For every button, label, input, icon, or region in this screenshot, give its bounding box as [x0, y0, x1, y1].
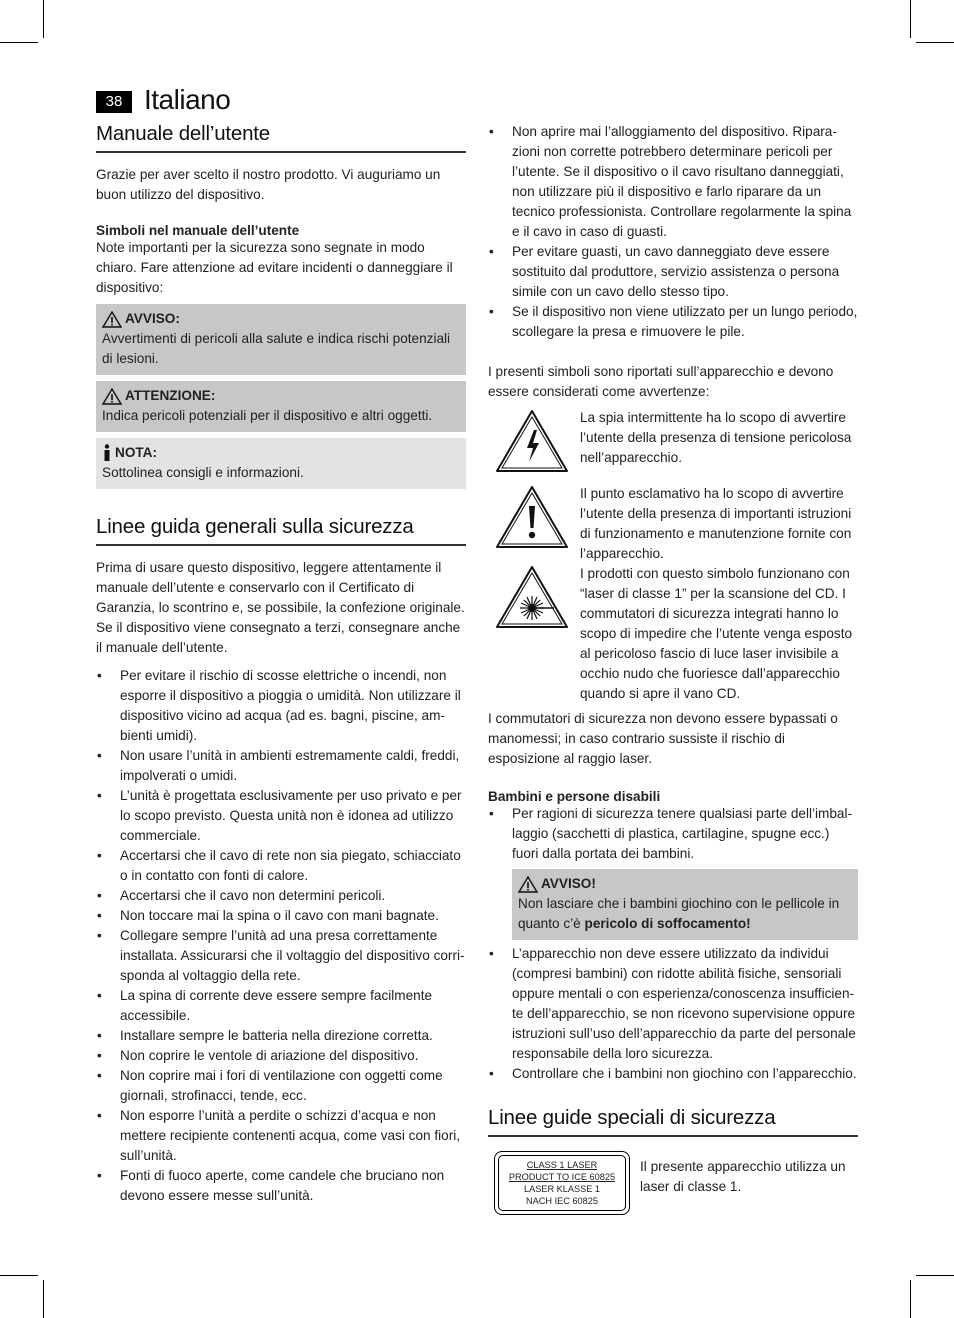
crop-mark — [0, 1275, 38, 1276]
laser-symbol-text: I prodotti con questo simbolo funzionano con “laser di classe 1” per la scansione del CD. I commutatori di sicurezza integrati hanno lo scopo di impedire che l’utente venga esposto al pericoloso fascio di luce laser invisibile a occhio nudo che fuoriesce dall’apparecchio quando si apre il vano CD. — [580, 566, 853, 701]
general-safety-list — [96, 666, 466, 1206]
list-item: • Non coprire mai i fori di ventilazione con oggetti come giornali, strofinacci, tende, ecc. — [96, 1066, 466, 1106]
symbol-lightning-row — [488, 408, 858, 474]
page-title: Italiano — [144, 84, 231, 115]
warning-triangle-icon — [102, 311, 122, 328]
list-item: • Accertarsi che il cavo di rete non sia piegato, schiacciato o in contatto con fonti di calore. — [96, 846, 466, 886]
avviso-children-box — [512, 869, 858, 940]
lightning-symbol-text: La spia intermittente ha lo scopo di avvertire l’utente della presenza di tensione pericolosa nell’apparecchio. — [580, 410, 852, 465]
symbols-on-device-intro: I presenti simboli sono riportati sull’apparecchio e devono essere considerati come avvertenze: — [488, 364, 834, 399]
list-item: • Non coprire le ventole di ariazione del dispositivo. — [96, 1046, 466, 1066]
list-item: • Per evitare il rischio di scosse elettriche o incendi, non esporre il dispositivo a pioggia o umidità. Non utilizzare il dispositivo vicino ad acqua (ad es. bagni, piscine, am-bienti umidi). — [96, 666, 466, 746]
list-item: • Non usare l’unità in ambienti estremamente caldi, freddi, impolverati o umidi. — [96, 746, 466, 786]
children-list-continued — [488, 944, 858, 1084]
section-heading-general-safety: Linee guida generali sulla sicurezza — [96, 515, 466, 546]
list-item: • Non aprire mai l’alloggiamento del dispositivo. Ripara-zioni non corrette potrebbero determinare pericoli per l’utente. Se il dispositivo o il cavo risultano danneggiati, non utilizzare più il dispositivo e farlo riparare da un tecnico professionista. Controllare regolarmente la spina e il cavo in caso di guasti. — [488, 122, 858, 242]
bypass-warning-text: I commutatori di sicurezza non devono essere bypassati o manomessi; in caso contrario sussiste il rischio di esposizione al raggio laser. — [488, 711, 838, 766]
section-heading-special-safety: Linee guide speciali di sicurezza — [488, 1106, 858, 1137]
avviso-children-bold: pericolo di soffocamento! — [584, 916, 751, 931]
children-list — [488, 804, 858, 864]
laser-label-line: PRODUCT TO ICE 60825 — [508, 1172, 616, 1182]
crop-mark — [916, 42, 954, 43]
laser-class-label — [494, 1151, 630, 1215]
crop-mark — [43, 0, 44, 38]
symbol-exclamation-row — [488, 484, 858, 564]
list-item: • Per ragioni di sicurezza tenere qualsiasi parte dell’imbal-laggio (sacchetti di plastica, cartilagine, spugne ecc.) fuori dalla portata dei bambini. — [488, 804, 858, 864]
exclamation-warning-icon — [494, 484, 570, 550]
device-safety-list — [488, 122, 858, 342]
lightning-warning-icon — [494, 408, 570, 474]
warning-triangle-icon — [518, 876, 538, 893]
laser-label-line: NACH IEC 60825 — [525, 1196, 598, 1206]
attenzione-box — [96, 381, 466, 432]
nota-box — [96, 438, 466, 489]
attenzione-text: Indica pericoli potenziali per il dispositivo e altri oggetti. — [102, 408, 433, 423]
avviso-box — [96, 304, 466, 375]
info-icon — [102, 444, 112, 462]
nota-text: Sottolinea consigli e informazioni. — [102, 465, 304, 480]
laser-class-row — [488, 1151, 858, 1215]
children-subheading: Bambini e persone disabili — [488, 789, 661, 804]
laser-radiation-icon — [494, 564, 570, 630]
laser-label-line: CLASS 1 LASER — [526, 1160, 598, 1170]
symbols-subheading: Simboli nel manuale dell’utente — [96, 223, 300, 238]
laser-class-text: Il presente apparecchio utilizza un laser di classe 1. — [640, 1159, 846, 1194]
list-item: • Installare sempre le batteria nella direzione corretta. — [96, 1026, 466, 1046]
symbol-laser-row — [488, 564, 858, 704]
list-item: • L’apparecchio non deve essere utilizzato da individui (compresi bambini) con ridotte abilità fisiche, sensoriali oppure mentali o con esperienza/conoscenza insufficien-te dell’apparecchio, se non ricevono supervisione oppure istruzioni sull’uso dell’apparecchio da parte del personale responsabile della loro sicurezza. — [488, 944, 858, 1064]
exclamation-symbol-text: Il punto esclamativo ha lo scopo di avvertire l’utente della presenza di importanti istruzioni di funzionamento e manutenzione fornite con l’apparecchio. — [580, 486, 852, 561]
list-item: • Collegare sempre l’unità ad una presa correttamente installata. Assicurarsi che il voltaggio del dispositivo corri-sponda al voltaggio della rete. — [96, 926, 466, 986]
list-item: • Controllare che i bambini non giochino con l’apparecchio. — [488, 1064, 858, 1084]
list-item: • Accertarsi che il cavo non determini pericoli. — [96, 886, 466, 906]
crop-mark — [916, 1275, 954, 1276]
list-item: • Non esporre l’unità a perdite o schizzi d’acqua e non mettere recipiente contenenti acqua, come vasi con fiori, sull’unità. — [96, 1106, 466, 1166]
symbols-intro: Note importanti per la sicurezza sono segnate in modo chiaro. Fare attenzione ad evitare incidenti o danneggiare il dispositivo: — [96, 240, 453, 295]
laser-label-line: LASER KLASSE 1 — [523, 1184, 601, 1194]
intro-paragraph: Grazie per aver scelto il nostro prodotto. Vi auguriamo un buon utilizzo del dispositivo. — [96, 167, 441, 202]
crop-mark — [910, 0, 911, 38]
list-item: • Per evitare guasti, un cavo danneggiato deve essere sostituito dal produttore, servizio assistenza o persona simile con un cavo dello stesso tipo. — [488, 242, 858, 302]
avviso-text: Avvertimenti di pericoli alla salute e indica rischi potenziali di lesioni. — [102, 331, 451, 366]
right-column — [488, 122, 858, 1215]
avviso-title: AVVISO: — [125, 311, 180, 326]
attenzione-title: ATTENZIONE: — [125, 388, 216, 403]
warning-triangle-icon — [102, 388, 122, 405]
page-number: 38 — [96, 91, 132, 113]
crop-mark — [0, 42, 38, 43]
nota-title: NOTA: — [115, 445, 158, 460]
crop-mark — [43, 1280, 44, 1318]
list-item: • Fonti di fuoco aperte, come candele che bruciano non devono essere messe sull’unità. — [96, 1166, 466, 1206]
general-safety-intro: Prima di usare questo dispositivo, leggere attentamente il manuale dell’utente e conservarlo con il Certificato di Garanzia, lo scontrino e, se possibile, la confezione originale. Se il dispositivo viene consegnato a terzi, consegnare anche il manuale dell’utente. — [96, 560, 465, 655]
left-column — [96, 122, 466, 1206]
section-heading-manual: Manuale dell’utente — [96, 122, 466, 153]
avviso-children-title: AVVISO! — [541, 876, 596, 891]
crop-mark — [910, 1280, 911, 1318]
list-item: • Se il dispositivo non viene utilizzato per un lungo periodo, scollegare la presa e rimuovere le pile. — [488, 302, 858, 342]
list-item: • L’unità è progettata esclusivamente per uso privato e per lo scopo previsto. Questa unità non è idonea ad utilizzo commerciale. — [96, 786, 466, 846]
avviso-children-text: Non lasciare che i bambini giochino con le pellicole in quanto c’è — [518, 896, 840, 931]
list-item: • Non toccare mai la spina o il cavo con mani bagnate. — [96, 906, 466, 926]
list-item: • La spina di corrente deve essere sempre facilmente accessibile. — [96, 986, 466, 1026]
